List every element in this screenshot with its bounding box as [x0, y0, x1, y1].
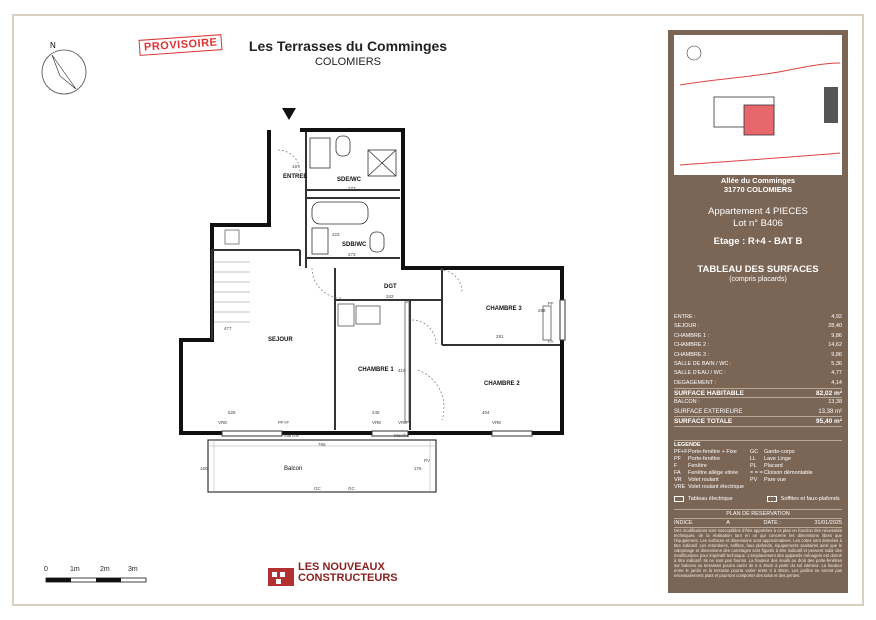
dim-label: 419 [398, 368, 406, 373]
surfaces-table-title: TABLEAU DES SURFACES [697, 264, 819, 275]
scale-3m: 3m [128, 566, 138, 573]
scale-0: 0 [44, 566, 48, 573]
logo-line1: LES NOUVEAUX [298, 561, 385, 573]
surface-totale-row: SURFACE TOTALE 95,40 m² [674, 417, 842, 425]
dim-label: 273 [348, 252, 356, 257]
address-line2: 31770 COLOMIERS [723, 185, 793, 194]
dim-label: 175 [414, 466, 422, 471]
provisional-stamp: PROVISOIRE [139, 34, 223, 56]
table-row: SALLE D'EAU / WC : 4,77 [674, 370, 842, 377]
dim-label: 765 [318, 442, 326, 447]
scale-1m: 1m [70, 566, 80, 573]
dim-label: 342 [386, 294, 394, 299]
room-chambre1: CHAMBRE 1 [358, 367, 394, 373]
code-fa: FA [548, 339, 554, 344]
room-chambre2: CHAMBRE 2 [484, 381, 520, 387]
reservation-title: PLAN DE RESERVATION [674, 509, 842, 519]
dim-label: 187 [292, 164, 300, 169]
dim-label: 288 [538, 308, 546, 313]
legend-extra1: Tableau électrique [688, 496, 733, 502]
washbasin-icon [312, 228, 328, 254]
code-marche: Marche [394, 433, 410, 438]
table-row: CHAMBRE 2 : 14,62 [674, 342, 842, 349]
code-gc: GC [348, 486, 355, 491]
compass-north-label: N [50, 41, 56, 50]
scale-2m: 2m [100, 566, 110, 573]
room-sdbwc: SDB/WC [342, 242, 367, 248]
dim-label: 150 [200, 466, 208, 471]
legend-extra2: Soffites et faux-plafonds [780, 496, 840, 502]
code-pfvr: PF+F [278, 420, 290, 425]
code-marche: Marche [284, 433, 300, 438]
outer-walls [181, 130, 562, 433]
toilet-icon-2 [370, 232, 384, 252]
room-balcon: Balcon [284, 466, 303, 472]
legend-title: LEGENDE [674, 442, 701, 448]
info-sidebar [668, 30, 848, 593]
surfaces-table-subtitle: (compris placards) [729, 276, 787, 283]
dim-label: 477 [224, 326, 232, 331]
apartment-type: Appartement 4 PIECES [708, 206, 808, 217]
toilet-icon [336, 136, 350, 156]
table-row: SALLE DE BAIN / WC : 5,36 [674, 360, 842, 367]
surface-exterieure-row: SURFACE EXTERIEURE 13,38 m² [674, 408, 842, 417]
sanitary-fixtures [310, 136, 396, 254]
compass-icon [42, 41, 86, 94]
code-pv: PV [424, 458, 431, 463]
disclaimer-text: Des modifications sont susceptibles d'être apportées à ce plan en fonction des nécessités techniques, de la réalisation tant en ce qui concerne les dimensions libres que l'équipement. Les surfaces et dimensions sont approximatives. Les cotes sont données à titre indicatif. Les retombées, soffites, faux plafonds, équipements sanitaires ainsi que le calepinage et dimensions des carrelages sont figurés à titre indicatif et peuvent subir des modifications pour impératif technique. L'emplacement des appareils ménagers est donné à titre indicatif. Ils ne sont pas fournis. La hauteur des seuils au droit des porte-fenêtres sur balcons ou terrasses pourra varier de 5 à 35cm à partir du sol intérieur. La hauteur entre le jardin et la terrasse pourra varier entre 0 à 60cm. Les jardins ne seront pas nécessairement plats et pourront comporter des talus et des pentes. [674, 528, 842, 578]
cupboards [338, 302, 551, 422]
surfaces-table [674, 313, 842, 427]
bathtub-icon [312, 202, 368, 224]
code-pf: PF [548, 301, 554, 306]
code-vre: VRE [218, 420, 228, 425]
project-title: Les Terrasses du Comminges [248, 38, 448, 54]
legend-extra [674, 495, 842, 503]
floor-building: Etage : R+4 - BAT B [713, 236, 803, 247]
logo-emblem-icon [268, 568, 294, 586]
code-vre: VRE [398, 420, 408, 425]
dim-label: 273 [348, 186, 356, 191]
project-city: COLOMIERS [314, 56, 381, 68]
room-entree: ENTREE [283, 174, 308, 180]
room-sejour: SEJOUR [268, 337, 293, 343]
balcon-row: BALCON : 13,38 [674, 399, 842, 406]
entrance-marker-icon [282, 108, 296, 120]
table-row: CHAMBRE 3 : 9,86 [674, 351, 842, 358]
address-line1: Allée du Comminges [720, 176, 796, 185]
dim-label: 281 [496, 334, 504, 339]
dim-label: 404 [482, 410, 490, 415]
logo-line2: CONSTRUCTEURS [298, 572, 398, 584]
lot-number: Lot n° B406 [733, 218, 783, 229]
scale-bar [46, 578, 146, 582]
soffit-icon [767, 496, 777, 502]
table-row: CHAMBRE 1 : 9,86 [674, 332, 842, 339]
room-sdewc: SDE/WC [337, 177, 361, 183]
reservation-block [674, 509, 842, 528]
brand-logo [298, 562, 398, 584]
dim-label: 526 [228, 410, 236, 415]
table-row: SEJOUR : 28,40 [674, 323, 842, 330]
reservation-row: INDICE A DATE : 31/01/2025 [674, 520, 842, 526]
legend [674, 440, 842, 503]
room-chambre3: CHAMBRE 3 [486, 306, 522, 312]
dim-label: 223 [332, 232, 340, 237]
code-vre: VRE [372, 420, 382, 425]
hatched-zones [214, 230, 250, 322]
location-map [674, 35, 842, 175]
surface-habitable-row: SURFACE HABITABLE 82,02 m² [674, 390, 842, 398]
code-vre: VRE [492, 420, 502, 425]
room-dgt: DGT [384, 284, 397, 290]
electrical-panel-icon [674, 496, 684, 502]
dim-label: 245 [372, 410, 380, 415]
table-row: DEGAGEMENT : 4,14 [674, 379, 842, 386]
balcony [208, 440, 436, 492]
legend-grid: PF+F Porte-fenêtre + Fixe GC Garde-corps PF Porte-fenêtre LL Lave Linge F Fenêtre PL Placard FA Fenêtre allège vitrée = = = Cloison démontable VR Volet roulant PV Pare vue VRE Volet roulant électrique [674, 449, 813, 490]
code-gc: GC [314, 486, 321, 491]
table-row: ENTRE : 4,92 [674, 314, 842, 320]
sink-icon [310, 138, 330, 168]
